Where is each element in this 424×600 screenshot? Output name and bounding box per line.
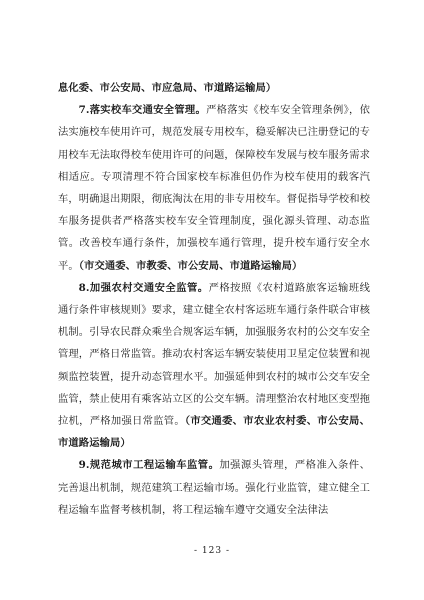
section-number: 9. <box>78 459 90 472</box>
section-heading: 落实校车交通安全管理。 <box>89 104 207 117</box>
section-heading: 加强农村交通安全监管。 <box>89 281 209 294</box>
section-body: 加强源头管理，严格准入条件、完善退出机制，规范建筑工程运输市场。强化行业监管，建立健全工程运输车监督考核机制，将工程运输车遵守交通安全法律法 <box>58 459 370 516</box>
agency-list: （市交通委、市农业农村委、市公安局、市道路运输局） <box>58 415 370 450</box>
section-body: 严格按照《农村道路旅客运输班线通行条件审核规则》要求，建立健全农村客运班车通行条件联合审核机制。引导农民群众乘坐合规客运车辆，加强服务农村的公交车安全管理，严格日常监管。推动农村客运车辆安装使用卫星定位装置和视频监控装置，提升动态管理水平。加强延伸到农村的城市公交车安全监管，禁止使用有乘客站立区的公交车辆。清理整治农村地区变型拖拉机，严格加强日常监管。 <box>58 281 370 428</box>
section-body: 严格落实《校车安全管理条例》，依法实施校车使用许可，规范发展专用校车，稳妥解决已注册登记的专用校车无法取得校车使用许可的问题，保障校车发展与校车服务需求相适应。专项清理不符合国家校车标准但仍作为校车使用的载客汽车，明确退出期限，彻底淘汰在用的非专用校车。督促指导学校和校车服务提供者严格落实校车安全管理制度，强化源头管理、动态监管。改善校车通行条件，加强校车通行管理，提升校车通行安全水平。 <box>58 104 371 272</box>
section-number: 8. <box>78 281 90 294</box>
section-heading: 规范城市工程运输车监管。 <box>89 459 220 472</box>
page-number: - 123 - <box>194 546 230 556</box>
agency-list: 息化委、市公安局、市应急局、市道路运输局） <box>58 82 277 94</box>
agency-list: （市交通委、市教委、市公安局、市道路运输局） <box>78 259 303 272</box>
section-8 <box>58 277 370 455</box>
section-number: 7. <box>78 104 90 117</box>
section-7 <box>58 99 370 277</box>
section-9 <box>58 454 370 521</box>
body-text <box>58 77 370 521</box>
continued-paragraph <box>58 77 370 99</box>
